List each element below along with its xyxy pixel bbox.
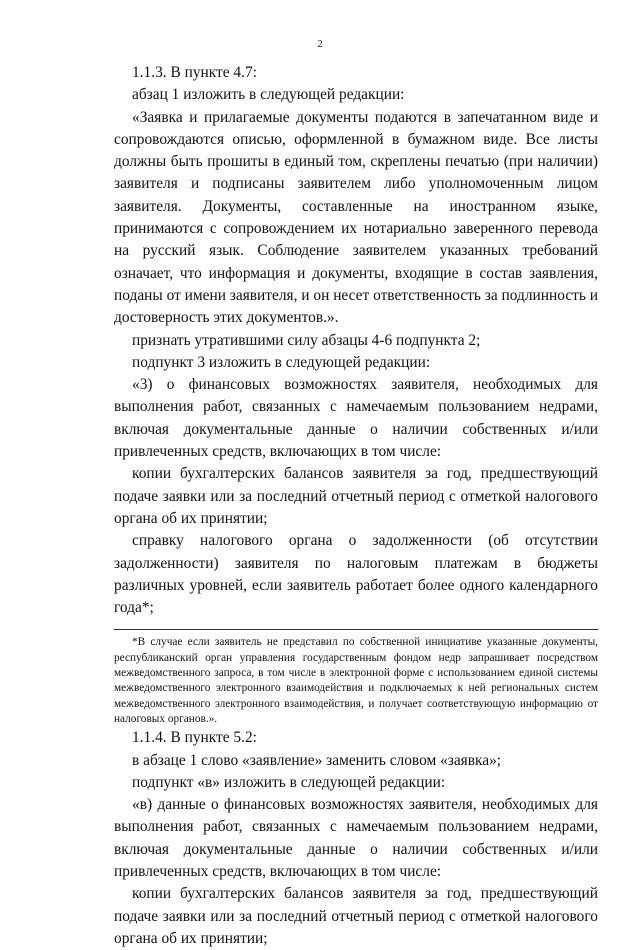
paragraph: справку налогового органа о задолженности (об отсутствии задолженности) заявителя по налоговым платежам в бюджеты различных уровней, если заявитель работает более одного календарного года*;: [114, 532, 598, 617]
footnote-divider: [114, 629, 598, 630]
document-body: [114, 62, 598, 950]
paragraph: подпункт 3 изложить в следующей редакции:: [132, 353, 431, 371]
paragraph: «Заявка и прилагаемые документы подаются в запечатанном виде и сопровождаются описью, оформленной в бумажном виде. Все листы должны быть прошиты в единый том, скреплены печатью (при наличии) заявителя и подписаны заявителем либо уполномоченным лицом заявителя. Документы, составленные на иностранном языке, принимаются с сопровождением их нотариально заверенного перевода на русский язык. Соблюдение заявителем указанных требований означает, что информация и документы, входящие в состав заявления, поданы от имени заявителя, и он несет ответственность за подлинность и достоверность этих документов.».: [114, 108, 598, 327]
paragraph: признать утратившими силу абзацы 4-6 подпункта 2;: [132, 331, 481, 349]
paragraph: «в) данные о финансовых возможностях заявителя, необходимых для выполнения работ, связанных с намечаемым пользованием недрами, включая документальные данные о наличии собственных и/или привлеченных средств, включающих в том числе:: [114, 796, 598, 880]
paragraph: копии бухгалтерских балансов заявителя за год, предшествующий подаче заявки или за последний отчетный период с отметкой налогового органа об их принятии;: [114, 885, 598, 947]
paragraph: подпункт «в» изложить в следующей редакции:: [132, 773, 446, 791]
paragraph: в абзаце 1 слово «заявление» заменить словом «заявка»;: [132, 751, 502, 769]
clause-heading: 1.1.4. В пункте 5.2:: [132, 729, 257, 747]
paragraph: абзац 1 изложить в следующей редакции:: [132, 86, 405, 104]
footnote: *В случае если заявитель не представил по собственной инициативе указанные документы, республиканский орган управления государственным фондом недр запрашивает посредством межведомственного запроса, в том числе в электронной форме с использованием единой системы межведомственного электронного взаимодействия и подключаемых к ней региональных систем межведомственного электронного взаимодействия, и получает соответствующую информацию от налоговых органов.».: [114, 636, 598, 725]
paragraph: «3) о финансовых возможностях заявителя, необходимых для выполнения работ, связанных с намечаемым пользованием недрами, включая документальные данные о наличии собственных и/или привлеченных средств, включающих в том числе:: [114, 376, 598, 461]
page-number: 2: [317, 38, 323, 50]
paragraph: копии бухгалтерских балансов заявителя за год, предшествующий подаче заявки или за последний отчетный период с отметкой налогового органа об их принятии;: [114, 465, 598, 527]
clause-heading: 1.1.3. В пункте 4.7:: [132, 64, 257, 81]
